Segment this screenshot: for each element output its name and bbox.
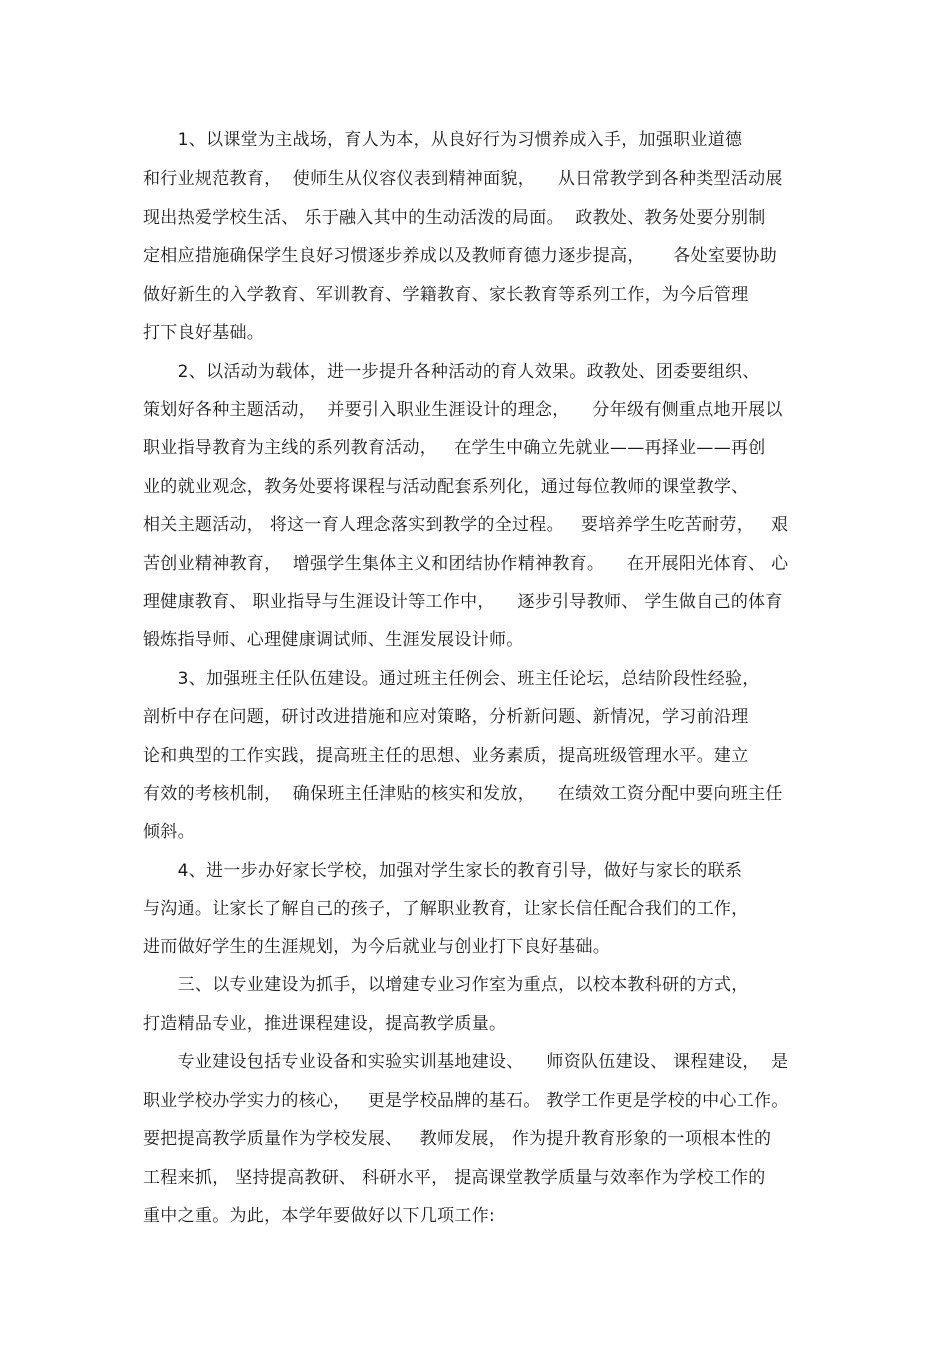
text-line: 相关主题活动， 将这一育人理念落实到教学的全过程。 要培养学生吃苦耐劳， 艰 xyxy=(143,515,789,535)
text-line: 有效的考核机制， 确保班主任津贴的核实和发放， 在绩效工资分配中要向班主任 xyxy=(143,784,783,804)
text-line: 锻炼指导师、心理健康调试师、生涯发展设计师。 xyxy=(143,630,524,650)
text-line: 与沟通。让家长了解自己的孩子，了解职业教育，让家长信任配合我们的工作， xyxy=(143,899,749,919)
text-line: 剖析中存在问题，研讨改进措施和应对策略，分析新问题、新情况，学习前沿理 xyxy=(143,707,749,727)
text-line: 要把提高教学质量作为学校发展、 教师发展， 作为提升教育形象的一项根本性的 xyxy=(143,1129,772,1149)
text-line: 做好新生的入学教育、军训教育、学籍教育、家长教育等系列工作，为今后管理 xyxy=(143,285,749,305)
text-line: 打造精品专业，推进课程建设，提高教学质量。 xyxy=(143,1014,507,1034)
text-line: 2、以活动为载体，进一步提升各种活动的育人效果。政教处、团委要组织、 xyxy=(143,362,760,382)
text-line: 重中之重。为此，本学年要做好以下几项工作: xyxy=(143,1206,496,1226)
text-line: 职业指导教育为主线的系列教育活动， 在学生中确立先就业——再择业——再创 xyxy=(143,438,766,458)
text-line: 职业学校办学实力的核心， 更是学校品牌的基石。 教学工作更是学校的中心工作。 xyxy=(143,1091,789,1111)
text-line: 4、进一步办好家长学校，加强对学生家长的教育引导，做好与家长的联系 xyxy=(143,861,743,881)
text-line: 三、以专业建设为抓手，以增建专业习作室为重点，以校本教科研的方式， xyxy=(143,975,749,995)
text-line: 和行业规范教育， 使师生从仪容仪表到精神面貌， 从日常教学到各种类型活动展 xyxy=(143,169,783,189)
text-line: 苦创业精神教育， 增强学生集体主义和团结协作精神教育。 在开展阳光体育、 心 xyxy=(143,554,789,574)
text-line: 定相应措施确保学生良好习惯逐步养成以及教师育德力逐步提高， 各处室要协助 xyxy=(143,246,778,266)
text-line: 业的就业观念，教务处要将课程与活动配套系列化，通过每位教师的课堂教学、 xyxy=(143,477,749,497)
text-line: 理健康教育、 职业指导与生涯设计等工作中， 逐步引导教师、 学生做自己的体育 xyxy=(143,592,783,612)
text-line: 打下良好基础。 xyxy=(143,323,265,343)
text-line: 专业建设包括专业设备和实验实训基地建设、 师资队伍建设、 课程建设， 是 xyxy=(143,1052,789,1072)
text-line: 1、以课堂为主战场，育人为本，从良好行为习惯养成入手，加强职业道德 xyxy=(143,130,743,150)
text-line: 3、加强班主任队伍建设。通过班主任例会、班主任论坛，总结阶段性经验， xyxy=(143,669,760,689)
text-line: 进而做好学生的生涯规划，为今后就业与创业打下良好基础。 xyxy=(143,937,611,957)
text-line: 倾斜。 xyxy=(143,822,195,842)
text-line: 论和典型的工作实践，提高班主任的思想、业务素质，提高班级管理水平。建立 xyxy=(143,746,749,766)
text-line: 工程来抓， 坚持提高教研、 科研水平， 提高课堂教学质量与效率作为学校工作的 xyxy=(143,1168,766,1188)
text-line: 策划好各种主题活动， 并要引入职业生涯设计的理念， 分年级有侧重点地开展以 xyxy=(143,400,783,420)
text-line: 现出热爱学校生活、 乐于融入其中的生动活泼的局面。 政教处、教务处要分别制 xyxy=(143,208,766,228)
